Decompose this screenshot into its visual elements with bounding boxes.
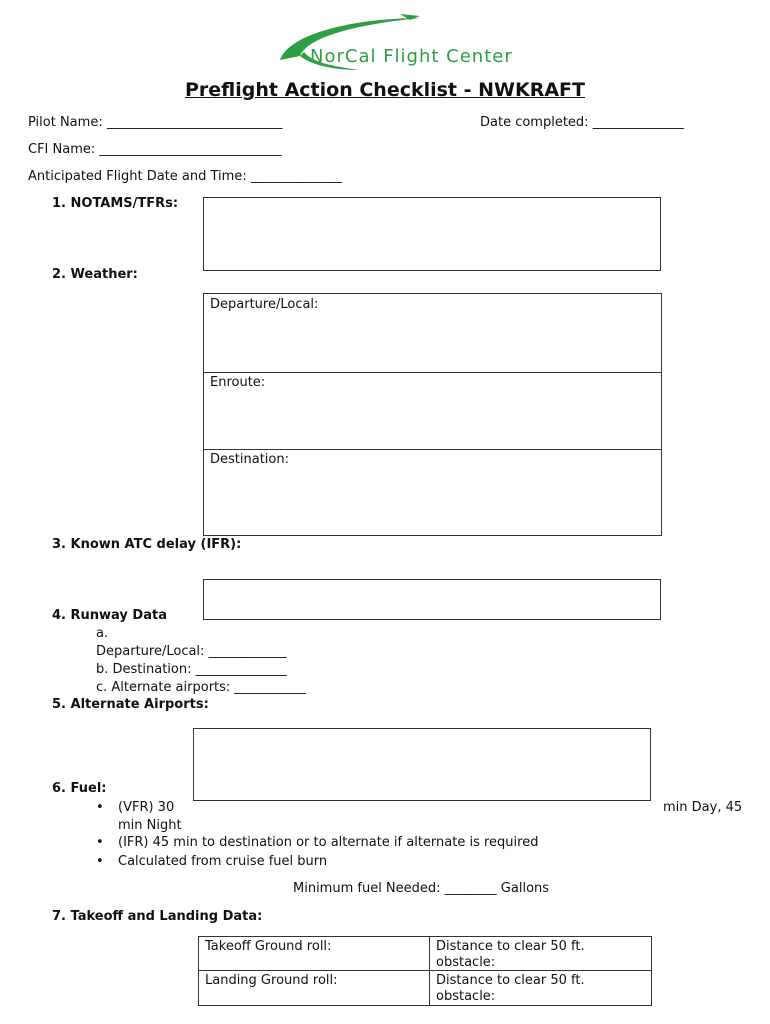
weather-departure-label[interactable]: Departure/Local: bbox=[210, 297, 319, 312]
date-completed-field[interactable]: Date completed: ______________ bbox=[480, 115, 684, 130]
notams-input-box[interactable] bbox=[203, 197, 661, 271]
weather-destination-label[interactable]: Destination: bbox=[210, 452, 289, 467]
fuel-vfr-cont: min Night bbox=[118, 818, 182, 833]
pilot-name-field[interactable]: Pilot Name: ___________________________ bbox=[28, 115, 283, 130]
table-cell-landing-ground-roll[interactable]: Landing Ground roll: bbox=[198, 970, 430, 1006]
fuel-min-field[interactable]: Minimum fuel Needed: ________ Gallons bbox=[293, 881, 550, 896]
fuel-ifr: (IFR) 45 min to destination or to alternate if alternate is required bbox=[118, 835, 539, 850]
fuel-calc: Calculated from cruise fuel burn bbox=[118, 854, 328, 869]
runway-a-marker: a. bbox=[96, 626, 109, 641]
anticipated-flight-field[interactable]: Anticipated Flight Date and Time: ______________ bbox=[28, 169, 342, 184]
page-title: Preflight Action Checklist - NWKRAFT bbox=[184, 79, 585, 101]
fuel-vfr-end: min Day, 45 bbox=[663, 800, 743, 815]
weather-divider-1 bbox=[204, 372, 661, 373]
cfi-name-field[interactable]: CFI Name: ____________________________ bbox=[28, 142, 282, 157]
runway-departure-field[interactable]: Departure/Local: ____________ bbox=[96, 644, 287, 659]
logo-text: NorCal Flight Center bbox=[310, 46, 513, 67]
atc-delay-input-box[interactable] bbox=[203, 579, 661, 620]
section-fuel-heading: 6. Fuel: bbox=[52, 781, 107, 796]
runway-alternate-field[interactable]: c. Alternate airports: ___________ bbox=[96, 680, 306, 695]
fuel-vfr-start: (VFR) 30 bbox=[118, 800, 175, 815]
table-cell-landing-obstacle[interactable]: Distance to clear 50 ft. obstacle: bbox=[429, 970, 652, 1006]
runway-destination-field[interactable]: b. Destination: ______________ bbox=[96, 662, 287, 677]
table-cell-takeoff-ground-roll[interactable]: Takeoff Ground roll: bbox=[198, 936, 430, 971]
bullet-icon: • bbox=[96, 800, 104, 815]
weather-divider-2 bbox=[204, 449, 661, 450]
alternate-airports-input-box[interactable] bbox=[193, 728, 651, 801]
section-notams-heading: 1. NOTAMS/TFRs: bbox=[52, 196, 179, 211]
section-atc-delay-heading: 3. Known ATC delay (IFR): bbox=[52, 537, 242, 552]
takeoff-landing-table bbox=[198, 936, 652, 1006]
section-runway-heading: 4. Runway Data bbox=[52, 608, 167, 623]
section-takeoff-landing-heading: 7. Takeoff and Landing Data: bbox=[52, 909, 263, 924]
bullet-icon: • bbox=[96, 854, 104, 869]
logo bbox=[270, 12, 520, 74]
weather-box bbox=[203, 293, 662, 536]
bullet-icon: • bbox=[96, 835, 104, 850]
section-weather-heading: 2. Weather: bbox=[52, 267, 138, 282]
weather-enroute-label[interactable]: Enroute: bbox=[210, 375, 266, 390]
table-cell-takeoff-obstacle[interactable]: Distance to clear 50 ft. obstacle: bbox=[429, 936, 652, 971]
section-alternate-heading: 5. Alternate Airports: bbox=[52, 697, 209, 712]
